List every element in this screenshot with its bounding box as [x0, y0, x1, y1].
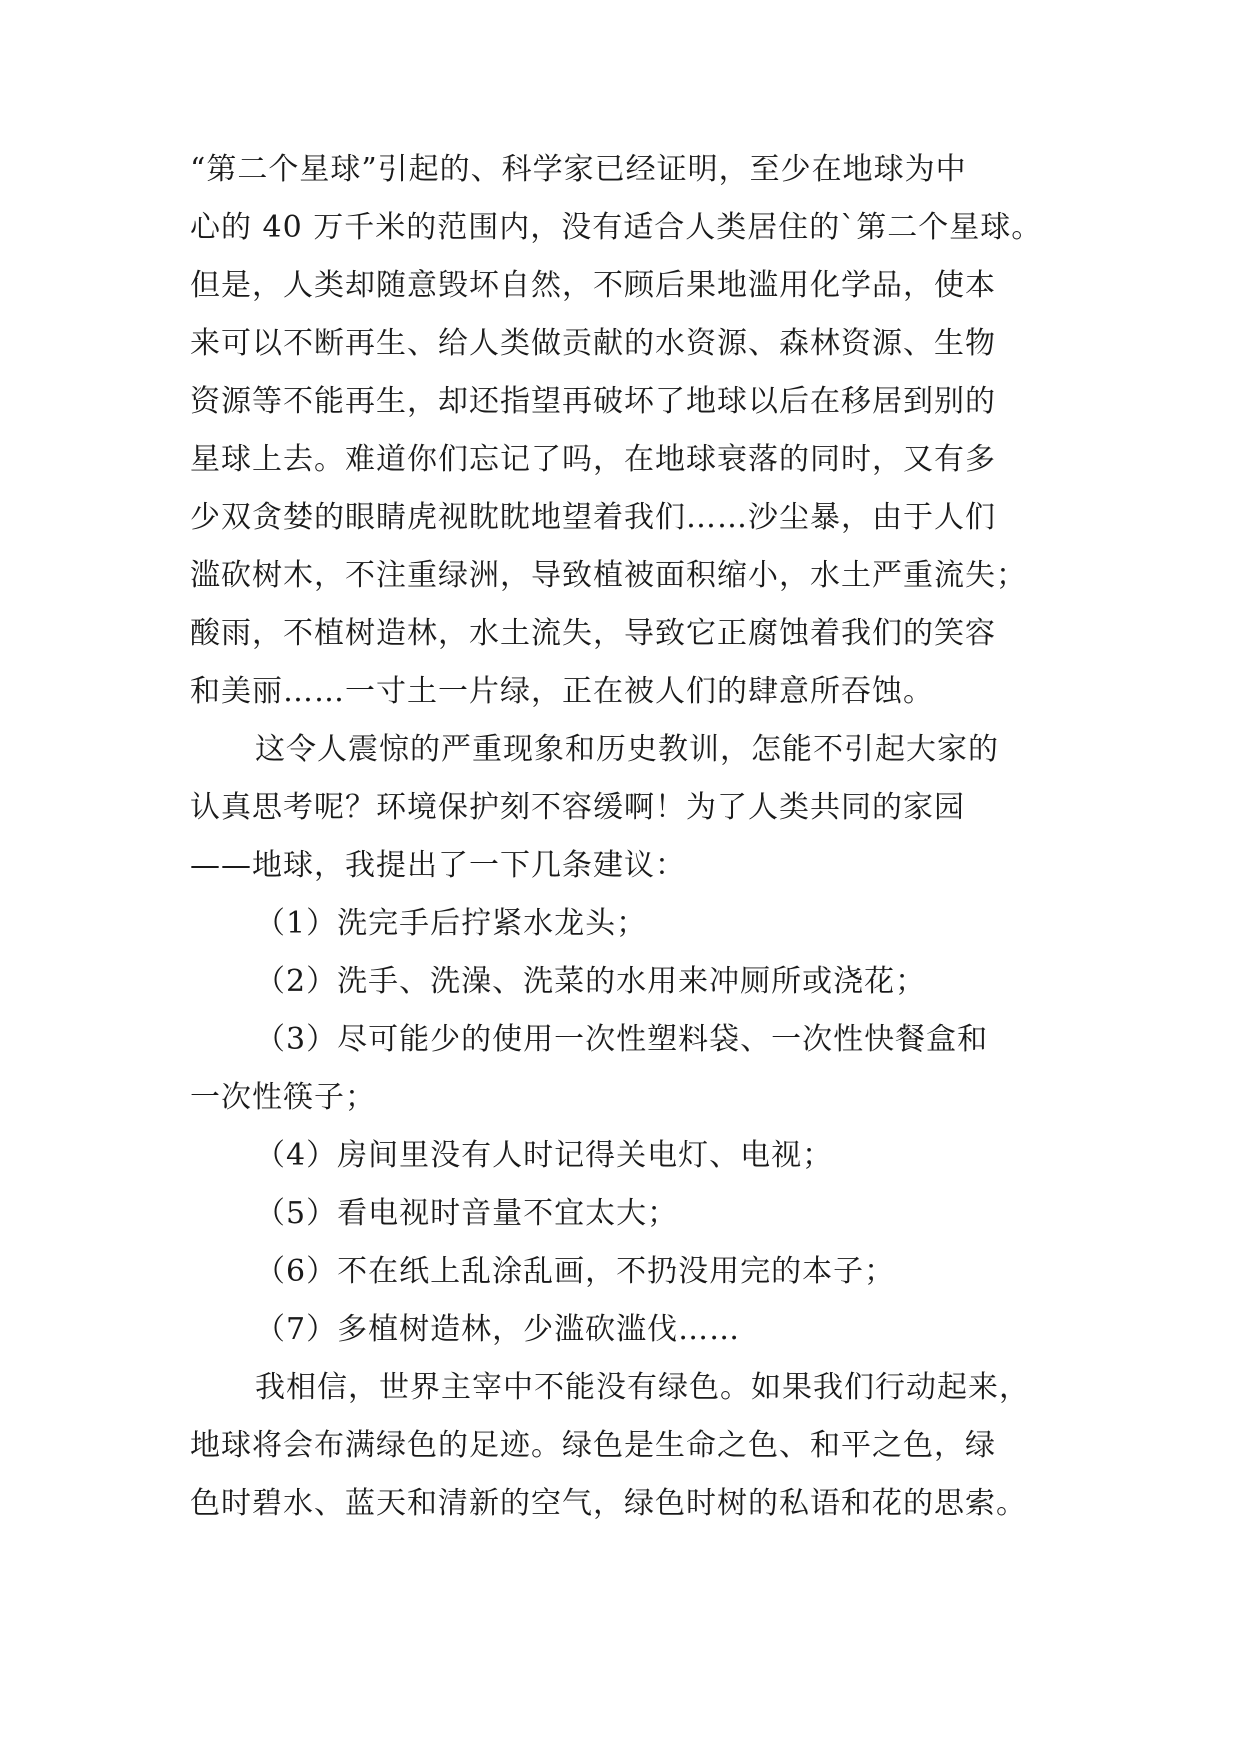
- list-item: （3）尽可能少的使用一次性塑料袋、一次性快餐盒和: [255, 1022, 989, 1057]
- text-line: 酸雨，不植树造林，水土流失，导致它正腐蚀着我们的笑容: [190, 616, 996, 651]
- text-line: 地球将会布满绿色的足迹。绿色是生命之色、和平之色，绿: [190, 1428, 996, 1463]
- text-line: ——地球，我提出了一下几条建议：: [190, 848, 686, 883]
- text-line: 色时碧水、蓝天和清新的空气，绿色时树的私语和花的思索。: [190, 1486, 1027, 1521]
- text-line: 和美丽……一寸土一片绿，正在被人们的肆意所吞蚀。: [190, 674, 934, 709]
- text-line: 来可以不断再生、给人类做贡献的水资源、森林资源、生物: [190, 326, 996, 361]
- list-item-continuation: 一次性筷子；: [190, 1080, 376, 1115]
- list-item: （5）看电视时音量不宜太大；: [255, 1196, 679, 1231]
- text-line: 少双贪婪的眼睛虎视眈眈地望着我们……沙尘暴，由于人们: [190, 500, 996, 535]
- text-line: 资源等不能再生，却还指望再破坏了地球以后在移居到别的: [190, 384, 996, 419]
- text-line: 认真思考呢？环境保护刻不容缓啊！为了人类共同的家园: [190, 790, 965, 825]
- paragraph-first-line: 我相信，世界主宰中不能没有绿色。如果我们行动起来，: [255, 1370, 1030, 1405]
- list-item: （2）洗手、洗澡、洗菜的水用来冲厕所或浇花；: [255, 964, 927, 999]
- text-line: 星球上去。难道你们忘记了吗，在地球衰落的同时，又有多: [190, 442, 996, 477]
- list-item: （7）多植树造林，少滥砍滥伐……: [255, 1312, 741, 1347]
- paragraph-first-line: 这令人震惊的严重现象和历史教训，怎能不引起大家的: [255, 732, 999, 767]
- list-item: （6）不在纸上乱涂乱画，不扔没用完的本子；: [255, 1254, 896, 1289]
- list-item: （4）房间里没有人时记得关电灯、电视；: [255, 1138, 834, 1173]
- text-line: 滥砍树木，不注重绿洲，导致植被面积缩小，水土严重流失；: [190, 558, 1027, 593]
- text-line: 心的 40 万千米的范围内，没有适合人类居住的`第二个星球。: [190, 210, 1043, 245]
- list-item: （1）洗完手后拧紧水龙头；: [255, 906, 648, 941]
- text-line: 但是，人类却随意毁坏自然，不顾后果地滥用化学品，使本: [190, 268, 996, 303]
- text-line: “第二个星球”引起的、科学家已经证明，至少在地球为中: [190, 152, 967, 187]
